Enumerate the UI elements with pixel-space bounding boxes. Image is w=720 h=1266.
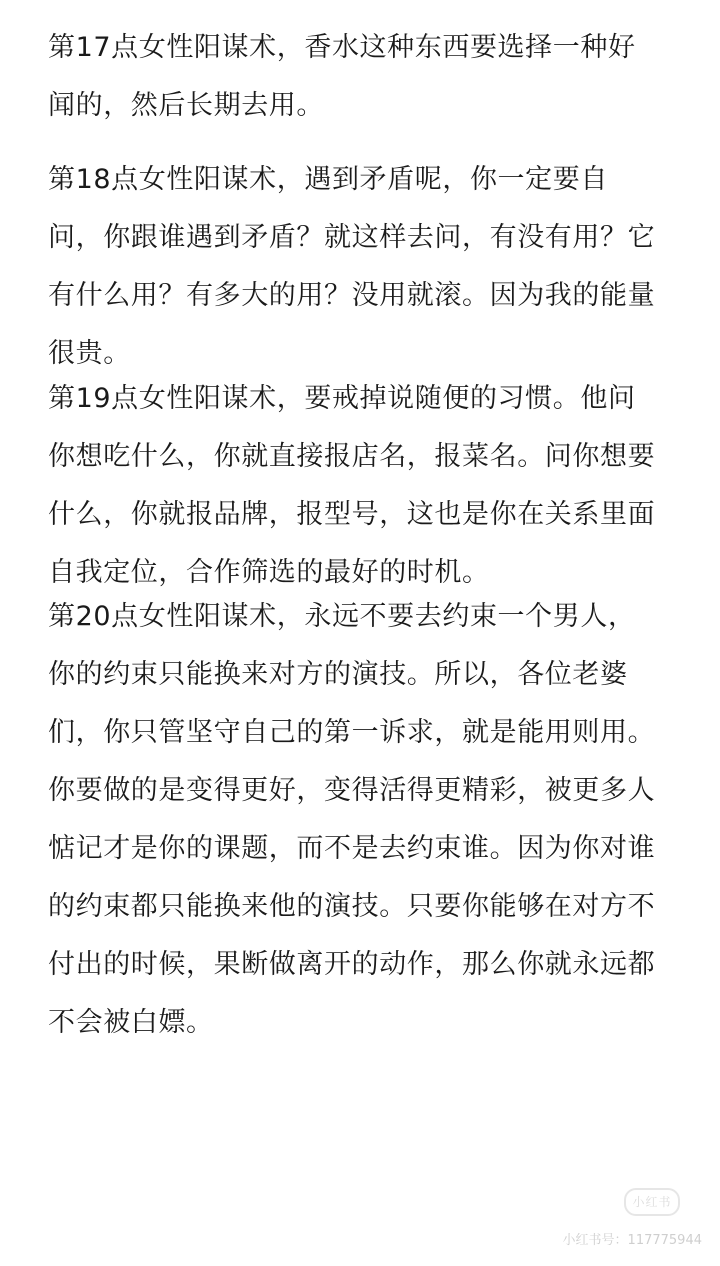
text-line: 的约束都只能换来他的演技。只要你能够在对方不: [48, 891, 656, 922]
text-line: 你要做的是变得更好，变得活得更精彩，被更多人: [48, 775, 656, 806]
text-line: 什么，你就报品牌，报型号，这也是你在关系里面: [48, 499, 656, 530]
paragraph-18: [48, 151, 678, 383]
text-line: 很贵。: [48, 338, 131, 369]
watermark-logo: 小红书: [624, 1188, 680, 1216]
text-line: 付出的时候，果断做离开的动作，那么你就永远都: [48, 949, 656, 980]
text-line: 问，你跟谁遇到矛盾？就这样去问，有没有用？它: [48, 222, 656, 253]
text-line: 第17点女性阳谋术，香水这种东西要选择一种好: [48, 32, 636, 63]
watermark-text: 小红书号：117775944: [562, 1233, 702, 1248]
text-line: 有什么用？有多大的用？没用就滚。因为我的能量: [48, 280, 656, 311]
text-line: 惦记才是你的课题，而不是去约束谁。因为你对谁: [48, 833, 656, 864]
text-line: 们，你只管坚守自己的第一诉求，就是能用则用。: [48, 717, 656, 748]
text-line: 你想吃什么，你就直接报店名，报菜名。问你想要: [48, 441, 656, 472]
text-line: 第18点女性阳谋术，遇到矛盾呢，你一定要自: [48, 164, 608, 195]
text-line: 你的约束只能换来对方的演技。所以，各位老婆: [48, 659, 628, 690]
watermark: [532, 1188, 702, 1248]
paragraph-20: [48, 588, 678, 1052]
text-line: 第20点女性阳谋术，永远不要去约束一个男人，: [48, 601, 636, 632]
text-line: 闻的，然后长期去用。: [48, 90, 324, 121]
text-line: 自我定位，合作筛选的最好的时机。: [48, 557, 490, 588]
text-line: 不会被白嫖。: [48, 1007, 214, 1038]
paragraph-17: [48, 19, 678, 135]
text-line: 第19点女性阳谋术，要戒掉说随便的习惯。他问: [48, 383, 636, 414]
paragraph-19: [48, 370, 678, 602]
